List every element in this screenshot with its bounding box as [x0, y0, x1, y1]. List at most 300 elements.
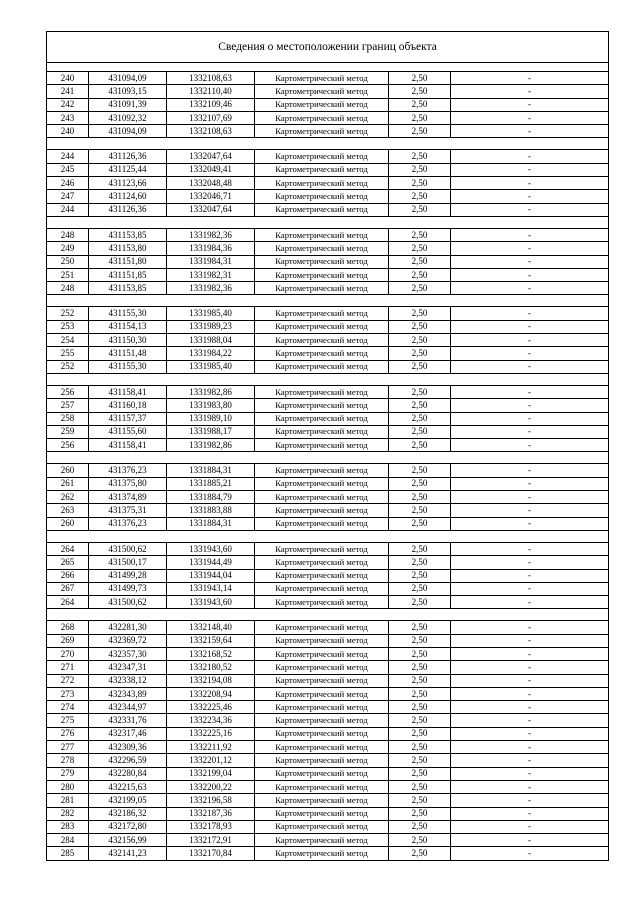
cell-description: - [451, 569, 609, 582]
cell-point-number: 283 [47, 820, 89, 833]
cell-coord-x: 431093,15 [89, 85, 167, 98]
cell-accuracy: 2,50 [389, 347, 451, 360]
cell-description: - [451, 282, 609, 295]
cell-accuracy: 2,50 [389, 282, 451, 295]
cell-description: - [451, 621, 609, 634]
cell-method: Картометрический метод [255, 360, 389, 373]
cell-point-number: 266 [47, 569, 89, 582]
cell-point-number: 252 [47, 307, 89, 320]
table-row [47, 556, 609, 569]
cell-accuracy: 2,50 [389, 150, 451, 163]
separator-cell [47, 609, 609, 621]
cell-coord-x: 432347,31 [89, 661, 167, 674]
cell-coord-x: 432344,97 [89, 701, 167, 714]
cell-method: Картометрический метод [255, 647, 389, 660]
cell-coord-y: 1332148,40 [167, 621, 255, 634]
cell-coord-y: 1332109,46 [167, 98, 255, 111]
cell-description: - [451, 834, 609, 847]
cell-method: Картометрический метод [255, 98, 389, 111]
group-separator-row [47, 530, 609, 542]
cell-accuracy: 2,50 [389, 163, 451, 176]
cell-point-number: 244 [47, 150, 89, 163]
cell-coord-x: 432199,05 [89, 794, 167, 807]
cell-method: Картометрический метод [255, 464, 389, 477]
cell-method: Картометрический метод [255, 847, 389, 860]
cell-point-number: 269 [47, 634, 89, 647]
cell-accuracy: 2,50 [389, 334, 451, 347]
cell-coord-x: 431151,85 [89, 268, 167, 281]
cell-accuracy: 2,50 [389, 701, 451, 714]
cell-description: - [451, 268, 609, 281]
table-row [47, 741, 609, 754]
cell-coord-y: 1332180,52 [167, 661, 255, 674]
cell-description: - [451, 634, 609, 647]
cell-coord-x: 432172,80 [89, 820, 167, 833]
cell-point-number: 259 [47, 425, 89, 438]
cell-coord-x: 432331,76 [89, 714, 167, 727]
cell-coord-y: 1331983,80 [167, 399, 255, 412]
cell-description: - [451, 491, 609, 504]
cell-coord-x: 431499,73 [89, 582, 167, 595]
cell-point-number: 251 [47, 268, 89, 281]
cell-coord-x: 432338,12 [89, 674, 167, 687]
separator-cell [47, 452, 609, 464]
table-row [47, 385, 609, 398]
cell-accuracy: 2,50 [389, 741, 451, 754]
cell-point-number: 256 [47, 385, 89, 398]
table-row [47, 347, 609, 360]
cell-coord-x: 431376,23 [89, 517, 167, 530]
cell-method: Картометрический метод [255, 242, 389, 255]
cell-accuracy: 2,50 [389, 360, 451, 373]
cell-point-number: 253 [47, 320, 89, 333]
table-row [47, 647, 609, 660]
cell-accuracy: 2,50 [389, 582, 451, 595]
cell-point-number: 255 [47, 347, 89, 360]
cell-description: - [451, 98, 609, 111]
cell-accuracy: 2,50 [389, 556, 451, 569]
cell-coord-x: 432156,99 [89, 834, 167, 847]
cell-description: - [451, 794, 609, 807]
cell-point-number: 261 [47, 477, 89, 490]
cell-coord-y: 1332047,64 [167, 203, 255, 216]
cell-point-number: 248 [47, 228, 89, 241]
cell-method: Картометрический метод [255, 674, 389, 687]
cell-coord-y: 1332225,46 [167, 701, 255, 714]
table-row [47, 661, 609, 674]
cell-description: - [451, 780, 609, 793]
cell-point-number: 240 [47, 72, 89, 85]
cell-point-number: 243 [47, 111, 89, 124]
table-row [47, 360, 609, 373]
cell-method: Картометрический метод [255, 621, 389, 634]
group-separator-row [47, 373, 609, 385]
table-row [47, 255, 609, 268]
table-row [47, 190, 609, 203]
cell-method: Картометрический метод [255, 347, 389, 360]
cell-accuracy: 2,50 [389, 569, 451, 582]
cell-coord-y: 1331989,10 [167, 412, 255, 425]
cell-accuracy: 2,50 [389, 190, 451, 203]
cell-coord-x: 431091,39 [89, 98, 167, 111]
cell-point-number: 272 [47, 674, 89, 687]
cell-coord-x: 431150,30 [89, 334, 167, 347]
cell-point-number: 260 [47, 464, 89, 477]
cell-method: Картометрический метод [255, 741, 389, 754]
cell-coord-x: 432357,30 [89, 647, 167, 660]
cell-method: Картометрический метод [255, 754, 389, 767]
cell-coord-y: 1332211,92 [167, 741, 255, 754]
cell-coord-x: 431155,30 [89, 307, 167, 320]
cell-point-number: 244 [47, 203, 89, 216]
cell-point-number: 245 [47, 163, 89, 176]
cell-description: - [451, 582, 609, 595]
cell-coord-y: 1332047,64 [167, 150, 255, 163]
table-row [47, 334, 609, 347]
cell-coord-y: 1331884,31 [167, 464, 255, 477]
cell-coord-y: 1332110,40 [167, 85, 255, 98]
cell-point-number: 249 [47, 242, 89, 255]
table-row [47, 150, 609, 163]
cell-point-number: 254 [47, 334, 89, 347]
cell-coord-x: 432141,23 [89, 847, 167, 860]
cell-method: Картометрический метод [255, 307, 389, 320]
cell-accuracy: 2,50 [389, 767, 451, 780]
cell-point-number: 268 [47, 621, 89, 634]
separator-cell [47, 216, 609, 228]
cell-coord-x: 432186,32 [89, 807, 167, 820]
cell-accuracy: 2,50 [389, 542, 451, 555]
group-separator-row [47, 295, 609, 307]
cell-coord-x: 431094,09 [89, 72, 167, 85]
cell-coord-y: 1332201,12 [167, 754, 255, 767]
cell-description: - [451, 320, 609, 333]
cell-description: - [451, 242, 609, 255]
cell-coord-y: 1331943,14 [167, 582, 255, 595]
cell-description: - [451, 360, 609, 373]
cell-point-number: 264 [47, 542, 89, 555]
cell-coord-y: 1331984,22 [167, 347, 255, 360]
table-row [47, 177, 609, 190]
cell-description: - [451, 439, 609, 452]
cell-point-number: 275 [47, 714, 89, 727]
table-row [47, 268, 609, 281]
cell-description: - [451, 674, 609, 687]
cell-method: Картометрический метод [255, 504, 389, 517]
cell-method: Картометрический метод [255, 780, 389, 793]
table-row [47, 464, 609, 477]
cell-coord-y: 1332234,36 [167, 714, 255, 727]
cell-coord-x: 431158,41 [89, 385, 167, 398]
cell-coord-y: 1331884,79 [167, 491, 255, 504]
cell-description: - [451, 111, 609, 124]
cell-description: - [451, 163, 609, 176]
table-row [47, 203, 609, 216]
cell-method: Картометрический метод [255, 834, 389, 847]
cell-point-number: 248 [47, 282, 89, 295]
cell-coord-x: 431151,80 [89, 255, 167, 268]
boundary-table [46, 31, 609, 861]
cell-method: Картометрический метод [255, 268, 389, 281]
cell-coord-y: 1331884,31 [167, 517, 255, 530]
cell-point-number: 262 [47, 491, 89, 504]
cell-coord-x: 431124,60 [89, 190, 167, 203]
table-row [47, 569, 609, 582]
cell-accuracy: 2,50 [389, 754, 451, 767]
cell-accuracy: 2,50 [389, 307, 451, 320]
cell-accuracy: 2,50 [389, 203, 451, 216]
cell-point-number: 281 [47, 794, 89, 807]
title-row [47, 32, 609, 63]
cell-coord-x: 431158,41 [89, 439, 167, 452]
cell-coord-x: 431157,37 [89, 412, 167, 425]
cell-description: - [451, 542, 609, 555]
cell-coord-x: 431500,62 [89, 596, 167, 609]
cell-coord-y: 1332107,69 [167, 111, 255, 124]
table-row [47, 517, 609, 530]
cell-description: - [451, 85, 609, 98]
cell-method: Картометрический метод [255, 634, 389, 647]
cell-coord-x: 432343,89 [89, 687, 167, 700]
cell-method: Картометрический метод [255, 661, 389, 674]
cell-method: Картометрический метод [255, 556, 389, 569]
group-separator-row [47, 452, 609, 464]
cell-point-number: 246 [47, 177, 89, 190]
cell-point-number: 256 [47, 439, 89, 452]
cell-description: - [451, 807, 609, 820]
cell-coord-y: 1331944,49 [167, 556, 255, 569]
table-row [47, 307, 609, 320]
cell-accuracy: 2,50 [389, 714, 451, 727]
cell-coord-y: 1332048,48 [167, 177, 255, 190]
cell-accuracy: 2,50 [389, 847, 451, 860]
cell-description: - [451, 687, 609, 700]
cell-description: - [451, 596, 609, 609]
cell-accuracy: 2,50 [389, 727, 451, 740]
group-separator-row [47, 138, 609, 150]
cell-accuracy: 2,50 [389, 85, 451, 98]
cell-method: Картометрический метод [255, 399, 389, 412]
cell-description: - [451, 399, 609, 412]
cell-accuracy: 2,50 [389, 177, 451, 190]
cell-accuracy: 2,50 [389, 425, 451, 438]
separator-cell [47, 295, 609, 307]
cell-accuracy: 2,50 [389, 834, 451, 847]
cell-coord-x: 431125,44 [89, 163, 167, 176]
table-row [47, 72, 609, 85]
cell-accuracy: 2,50 [389, 687, 451, 700]
cell-coord-x: 431155,60 [89, 425, 167, 438]
cell-point-number: 263 [47, 504, 89, 517]
cell-method: Картометрический метод [255, 203, 389, 216]
cell-coord-y: 1331883,88 [167, 504, 255, 517]
cell-point-number: 277 [47, 741, 89, 754]
cell-coord-y: 1331943,60 [167, 542, 255, 555]
cell-coord-x: 431094,09 [89, 125, 167, 138]
cell-method: Картометрический метод [255, 477, 389, 490]
cell-description: - [451, 504, 609, 517]
cell-method: Картометрический метод [255, 425, 389, 438]
cell-coord-x: 431153,85 [89, 228, 167, 241]
table-row [47, 596, 609, 609]
cell-accuracy: 2,50 [389, 412, 451, 425]
cell-coord-y: 1332208,94 [167, 687, 255, 700]
cell-coord-y: 1331885,21 [167, 477, 255, 490]
cell-description: - [451, 741, 609, 754]
table-row [47, 714, 609, 727]
cell-coord-x: 431153,80 [89, 242, 167, 255]
cell-coord-x: 432309,36 [89, 741, 167, 754]
cell-method: Картометрический метод [255, 125, 389, 138]
table-row [47, 780, 609, 793]
separator-cell [47, 530, 609, 542]
cell-point-number: 250 [47, 255, 89, 268]
cell-description: - [451, 425, 609, 438]
cell-coord-y: 1332194,08 [167, 674, 255, 687]
table-row [47, 687, 609, 700]
cell-coord-x: 432281,30 [89, 621, 167, 634]
cell-description: - [451, 661, 609, 674]
cell-method: Картометрический метод [255, 85, 389, 98]
table-row [47, 754, 609, 767]
table-row [47, 727, 609, 740]
cell-coord-y: 1332170,84 [167, 847, 255, 860]
cell-coord-y: 1332225,16 [167, 727, 255, 740]
cell-point-number: 247 [47, 190, 89, 203]
cell-coord-x: 431126,36 [89, 150, 167, 163]
cell-accuracy: 2,50 [389, 820, 451, 833]
cell-description: - [451, 464, 609, 477]
cell-description: - [451, 556, 609, 569]
group-separator-row [47, 609, 609, 621]
cell-coord-x: 431092,32 [89, 111, 167, 124]
cell-coord-y: 1332108,63 [167, 72, 255, 85]
cell-method: Картометрический метод [255, 727, 389, 740]
cell-coord-y: 1331982,86 [167, 385, 255, 398]
cell-method: Картометрический метод [255, 282, 389, 295]
spacer-cell [47, 63, 609, 72]
document-sheet [46, 31, 608, 861]
cell-coord-x: 431499,28 [89, 569, 167, 582]
cell-accuracy: 2,50 [389, 385, 451, 398]
cell-point-number: 258 [47, 412, 89, 425]
cell-coord-y: 1331985,40 [167, 307, 255, 320]
cell-point-number: 274 [47, 701, 89, 714]
table-row [47, 98, 609, 111]
cell-description: - [451, 307, 609, 320]
cell-method: Картометрический метод [255, 163, 389, 176]
cell-coord-x: 431160,18 [89, 399, 167, 412]
cell-accuracy: 2,50 [389, 125, 451, 138]
cell-description: - [451, 203, 609, 216]
cell-coord-y: 1332168,52 [167, 647, 255, 660]
cell-description: - [451, 125, 609, 138]
cell-method: Картометрический метод [255, 807, 389, 820]
cell-coord-y: 1332049,41 [167, 163, 255, 176]
cell-method: Картометрический метод [255, 491, 389, 504]
cell-accuracy: 2,50 [389, 647, 451, 660]
cell-coord-y: 1331984,36 [167, 242, 255, 255]
cell-coord-x: 432369,72 [89, 634, 167, 647]
cell-point-number: 240 [47, 125, 89, 138]
cell-method: Картометрический метод [255, 190, 389, 203]
cell-coord-x: 432215,63 [89, 780, 167, 793]
separator-cell [47, 373, 609, 385]
cell-coord-y: 1332200,22 [167, 780, 255, 793]
cell-method: Картометрический метод [255, 517, 389, 530]
cell-coord-y: 1332172,91 [167, 834, 255, 847]
cell-accuracy: 2,50 [389, 621, 451, 634]
table-row [47, 85, 609, 98]
cell-coord-x: 431376,23 [89, 464, 167, 477]
cell-description: - [451, 228, 609, 241]
table-row [47, 807, 609, 820]
cell-method: Картометрический метод [255, 701, 389, 714]
cell-coord-y: 1331943,60 [167, 596, 255, 609]
cell-description: - [451, 701, 609, 714]
cell-accuracy: 2,50 [389, 807, 451, 820]
table-row [47, 439, 609, 452]
cell-method: Картометрический метод [255, 255, 389, 268]
table-row [47, 320, 609, 333]
cell-coord-x: 431500,62 [89, 542, 167, 555]
table-row [47, 621, 609, 634]
cell-description: - [451, 477, 609, 490]
cell-method: Картометрический метод [255, 582, 389, 595]
table-row [47, 701, 609, 714]
cell-point-number: 260 [47, 517, 89, 530]
cell-point-number: 285 [47, 847, 89, 860]
cell-accuracy: 2,50 [389, 596, 451, 609]
table-row [47, 163, 609, 176]
cell-coord-y: 1331984,31 [167, 255, 255, 268]
cell-coord-x: 432317,46 [89, 727, 167, 740]
cell-coord-x: 431375,80 [89, 477, 167, 490]
cell-method: Картометрический метод [255, 569, 389, 582]
cell-coord-x: 432280,84 [89, 767, 167, 780]
table-row [47, 242, 609, 255]
cell-point-number: 257 [47, 399, 89, 412]
group-separator-row [47, 216, 609, 228]
cell-method: Картометрический метод [255, 820, 389, 833]
cell-description: - [451, 767, 609, 780]
separator-cell [47, 138, 609, 150]
cell-coord-y: 1332046,71 [167, 190, 255, 203]
cell-accuracy: 2,50 [389, 320, 451, 333]
table-row [47, 847, 609, 860]
cell-accuracy: 2,50 [389, 491, 451, 504]
cell-point-number: 284 [47, 834, 89, 847]
cell-point-number: 276 [47, 727, 89, 740]
cell-coord-x: 431126,36 [89, 203, 167, 216]
cell-accuracy: 2,50 [389, 464, 451, 477]
cell-point-number: 252 [47, 360, 89, 373]
cell-accuracy: 2,50 [389, 111, 451, 124]
cell-coord-y: 1332199,04 [167, 767, 255, 780]
cell-coord-y: 1332187,36 [167, 807, 255, 820]
cell-coord-y: 1332178,93 [167, 820, 255, 833]
cell-description: - [451, 177, 609, 190]
cell-description: - [451, 517, 609, 530]
cell-accuracy: 2,50 [389, 517, 451, 530]
cell-method: Картометрический метод [255, 111, 389, 124]
cell-coord-x: 431500,17 [89, 556, 167, 569]
table-row [47, 794, 609, 807]
cell-description: - [451, 847, 609, 860]
cell-coord-x: 431374,89 [89, 491, 167, 504]
table-row [47, 504, 609, 517]
cell-description: - [451, 347, 609, 360]
